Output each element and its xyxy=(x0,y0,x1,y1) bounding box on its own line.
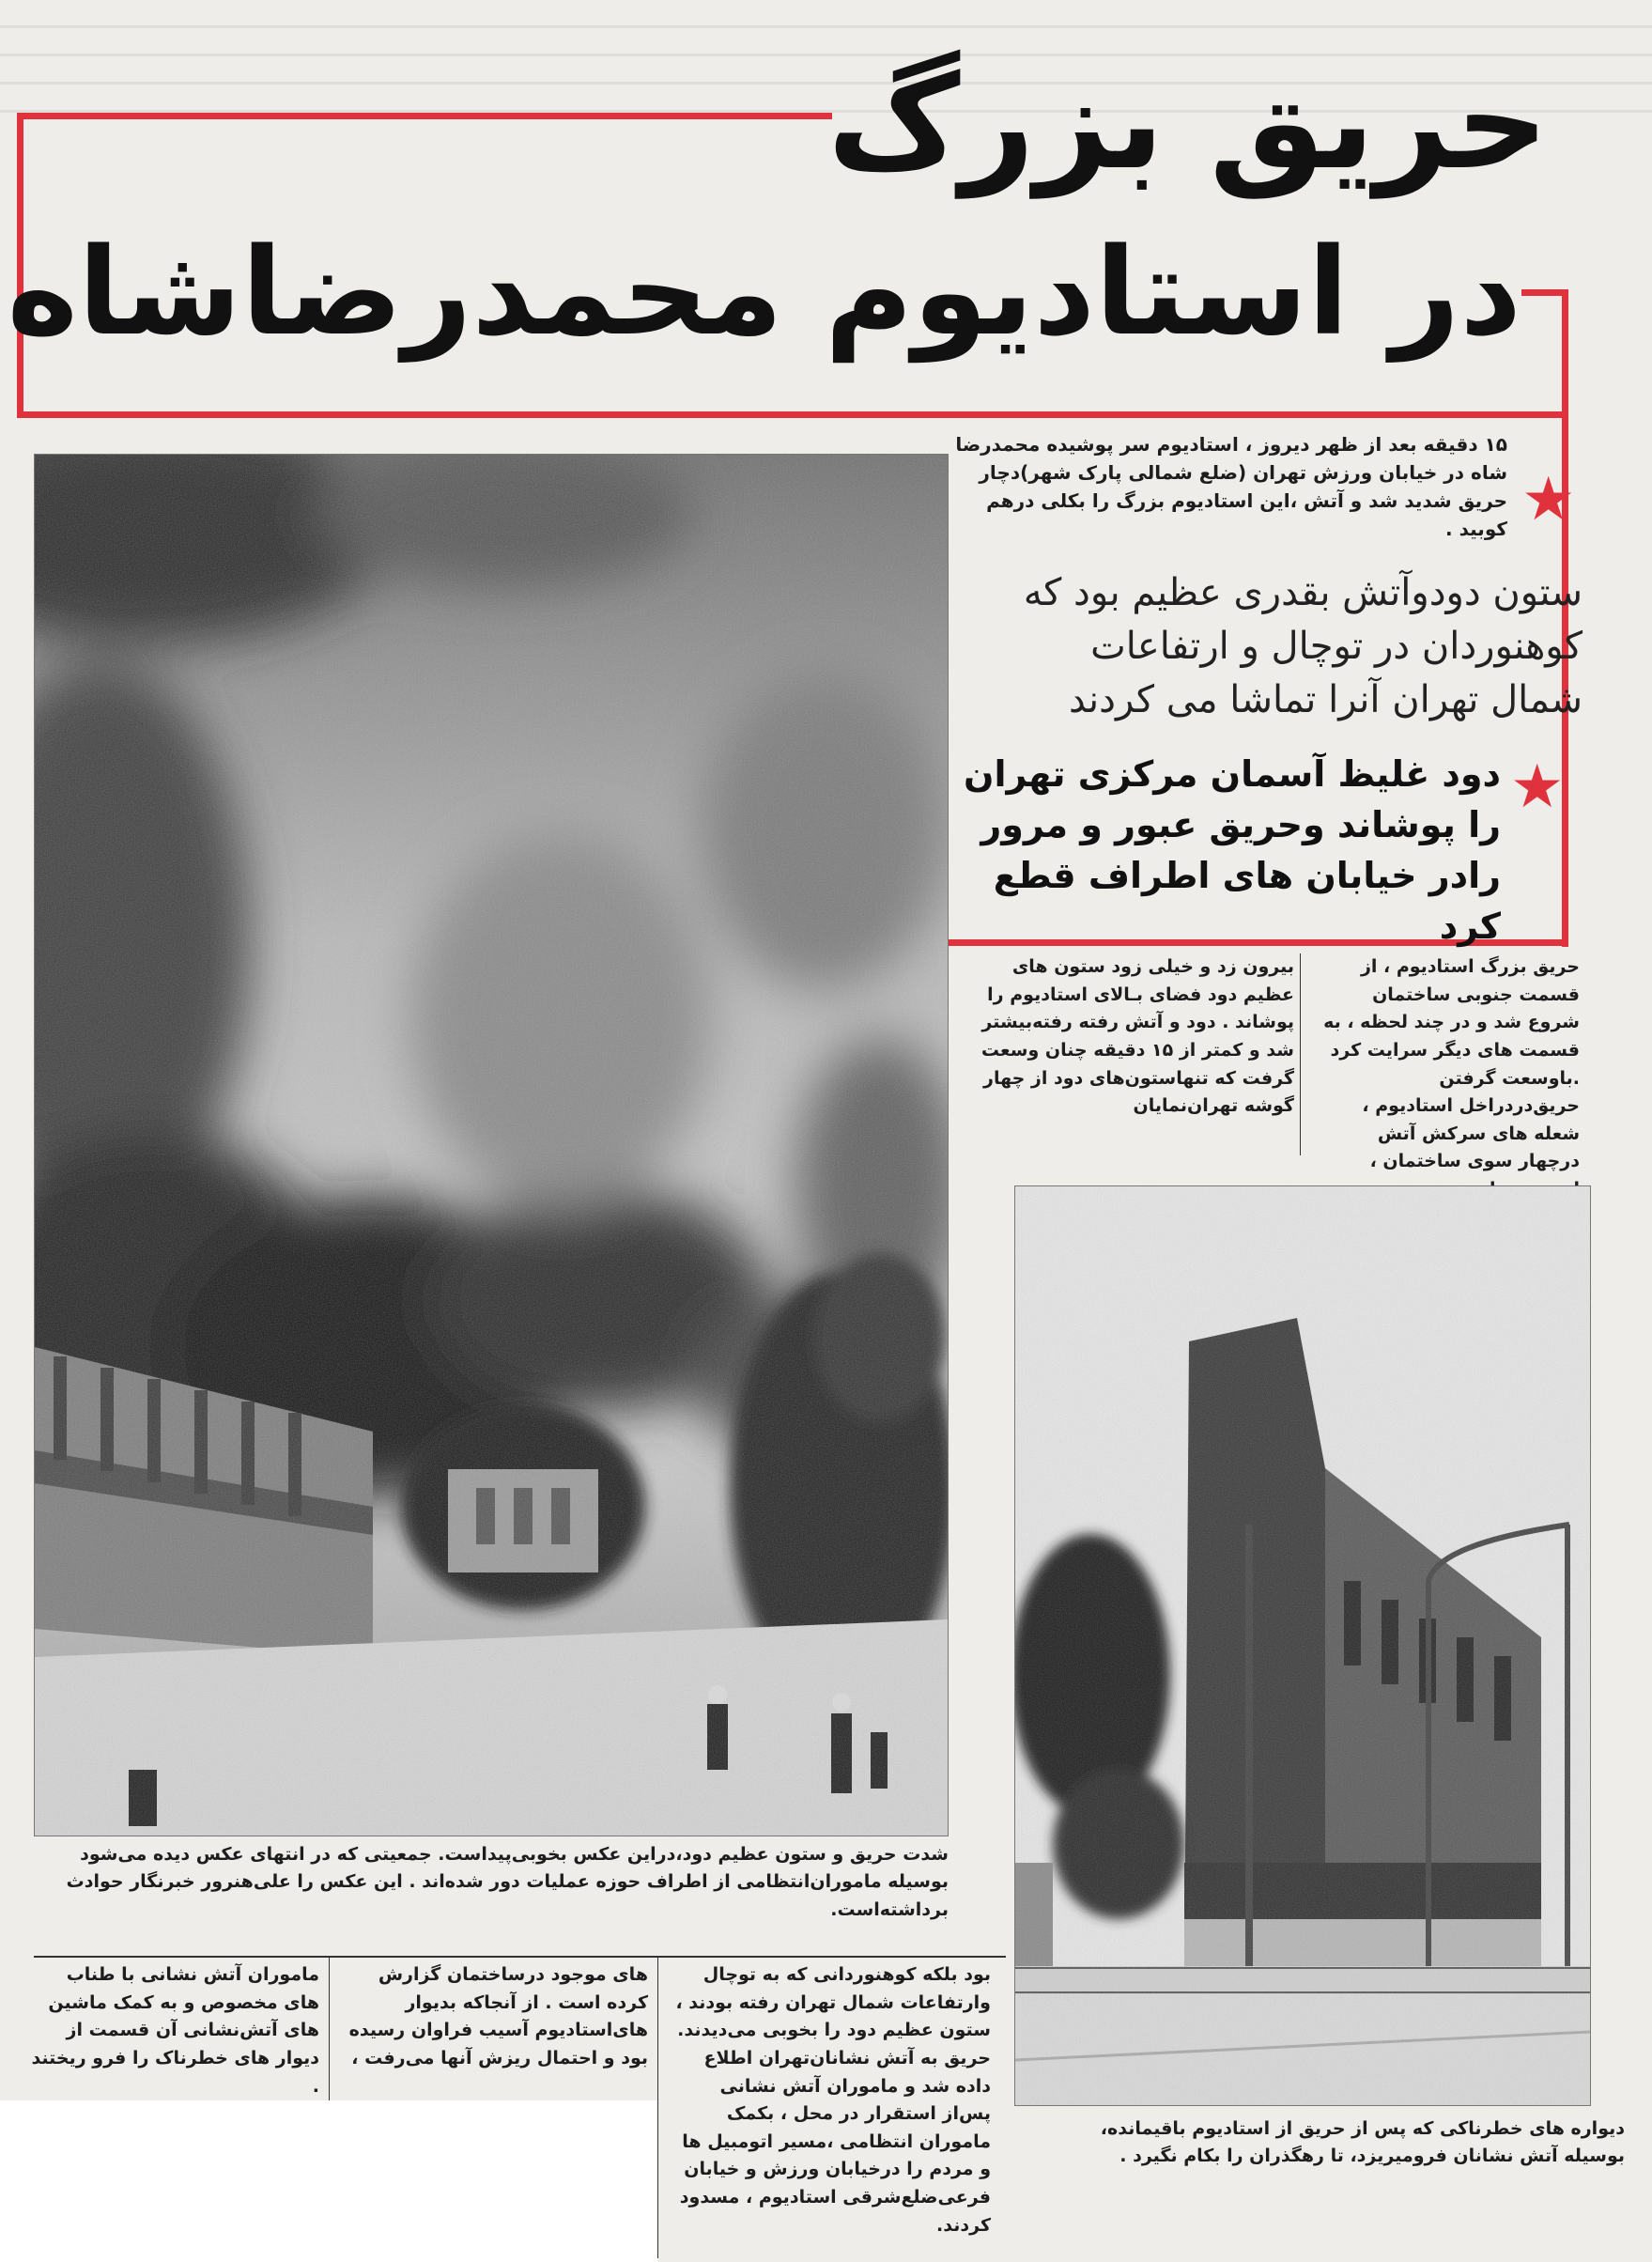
article-column-bottom-right: بود بلکه کوهنوردانی که به توچال وارتفاعات شمال تهران رفته بودند ، ستون عظیم دود را بخوبی می‌دیدند. حریق به آتش نشانان‌تهران اطلاع داده شد و ماموران آتش نشانی پس‌از استقرار در محل ، بکمک ماموران انتظامی ،مسیر اتومبیل ها و مردم را درخیابان ورزش و خیابان فرعی‌ضلع‌شرقی استادیوم ، مسدود کردند. xyxy=(675,1964,991,2236)
article-column-top-right: حریق بزرگ استادیوم ، از قسمت جنوبی ساختمان شروع شد و در چند لحظه ، به قسمت های دیگر سرایت کرد .باوسعت گرفتن حریق‌دردراخل استادیوم ، شعله های سرکش آتش درچهار سوی ساختمان ، xyxy=(1323,956,1580,1172)
red-frame-bottom xyxy=(17,411,1568,418)
torn-margin xyxy=(0,2100,657,2262)
second-photo-caption: دیواره های خطرناکی که پس از حریق از استادیوم باقیمانده، بوسیله آتش نشانان فرومیریزد، تا رهگذران را بکام نگیرد . xyxy=(1100,2118,1625,2167)
headline-line-2: در استادیوم محمدرضاشاه xyxy=(7,223,1521,363)
article-column-top-left: بیرون زد و خیلی زود ستون های عظیم دود فضای بـالای استادیوم را پوشاند . دود و آتش رفته رفته‌بیشتر شد و کمتر از ۱۵ دقیقه چنان وسعت گرفت که تنهاستون‌های دود از چهار گوشه تهران‌نمایان xyxy=(980,956,1294,1117)
column-divider-bottom-2 xyxy=(329,1958,330,2108)
subhead-thick-smoke: دود غلیظ آسمان مرکزی تهران را پوشاند وحریق عبور و مرور رادر خیابان های اطراف قطع کرد xyxy=(964,753,1501,947)
column-divider-top xyxy=(1300,953,1301,1155)
star-icon-2: ★ xyxy=(1510,752,1565,822)
article-column-bottom-mid: های موجود درساختمان گزارش کرده است . از آنجاکه بدیوار های‌استادیوم آسیب فراوان رسیده بود و احتمال ریزش آنها می‌رفت ، xyxy=(348,1964,648,2068)
fire-smoke-photo xyxy=(34,454,949,1836)
article-column-bottom-left: ماموران آتش نشانی با طناب های مخصوص و به کمک ماشین های آتش‌نشانی آن قسمت از دیوار های خطرناک را فرو ریختند . xyxy=(31,1964,319,2097)
ruined-stadium-wall-photo xyxy=(1014,1185,1591,2106)
headline-line-1: حریق بزرگ xyxy=(827,47,1549,198)
bottom-rule xyxy=(34,1956,1006,1958)
main-photo-caption: شدت حریق و ستون عظیم دود،دراین عکس بخوبی‌پیداست. جمعیتی که در انتهای عکس دیده می‌شود بوسیله ماموران‌انتظامی از اطراف حوزه عملیات دور شده‌اند . این عکس را علی‌هنرور خبرنگار حوادث برداشته‌است. xyxy=(66,1844,949,1920)
lead-paragraph: ۱۵ دقیقه بعد از ظهر دیروز ، استادیوم سر پوشیده محمدرضا شاه در خیابان ورزش تهران (ضلع شمالی پارک شهر)دچار حریق شدید شد و آتش ،این استادیوم بزرگ را بکلی درهم کوبید . xyxy=(955,433,1507,540)
star-icon-1: ★ xyxy=(1521,465,1576,535)
column-divider-bottom-1 xyxy=(657,1958,658,2258)
red-frame-top-left xyxy=(17,113,832,119)
subhead-smoke-column: ستون دودوآتش بقدری عظیم بود که کوهنوردان در توچال و ارتفاعات شمال تهران آنرا تماشا می کردند xyxy=(1023,571,1583,721)
